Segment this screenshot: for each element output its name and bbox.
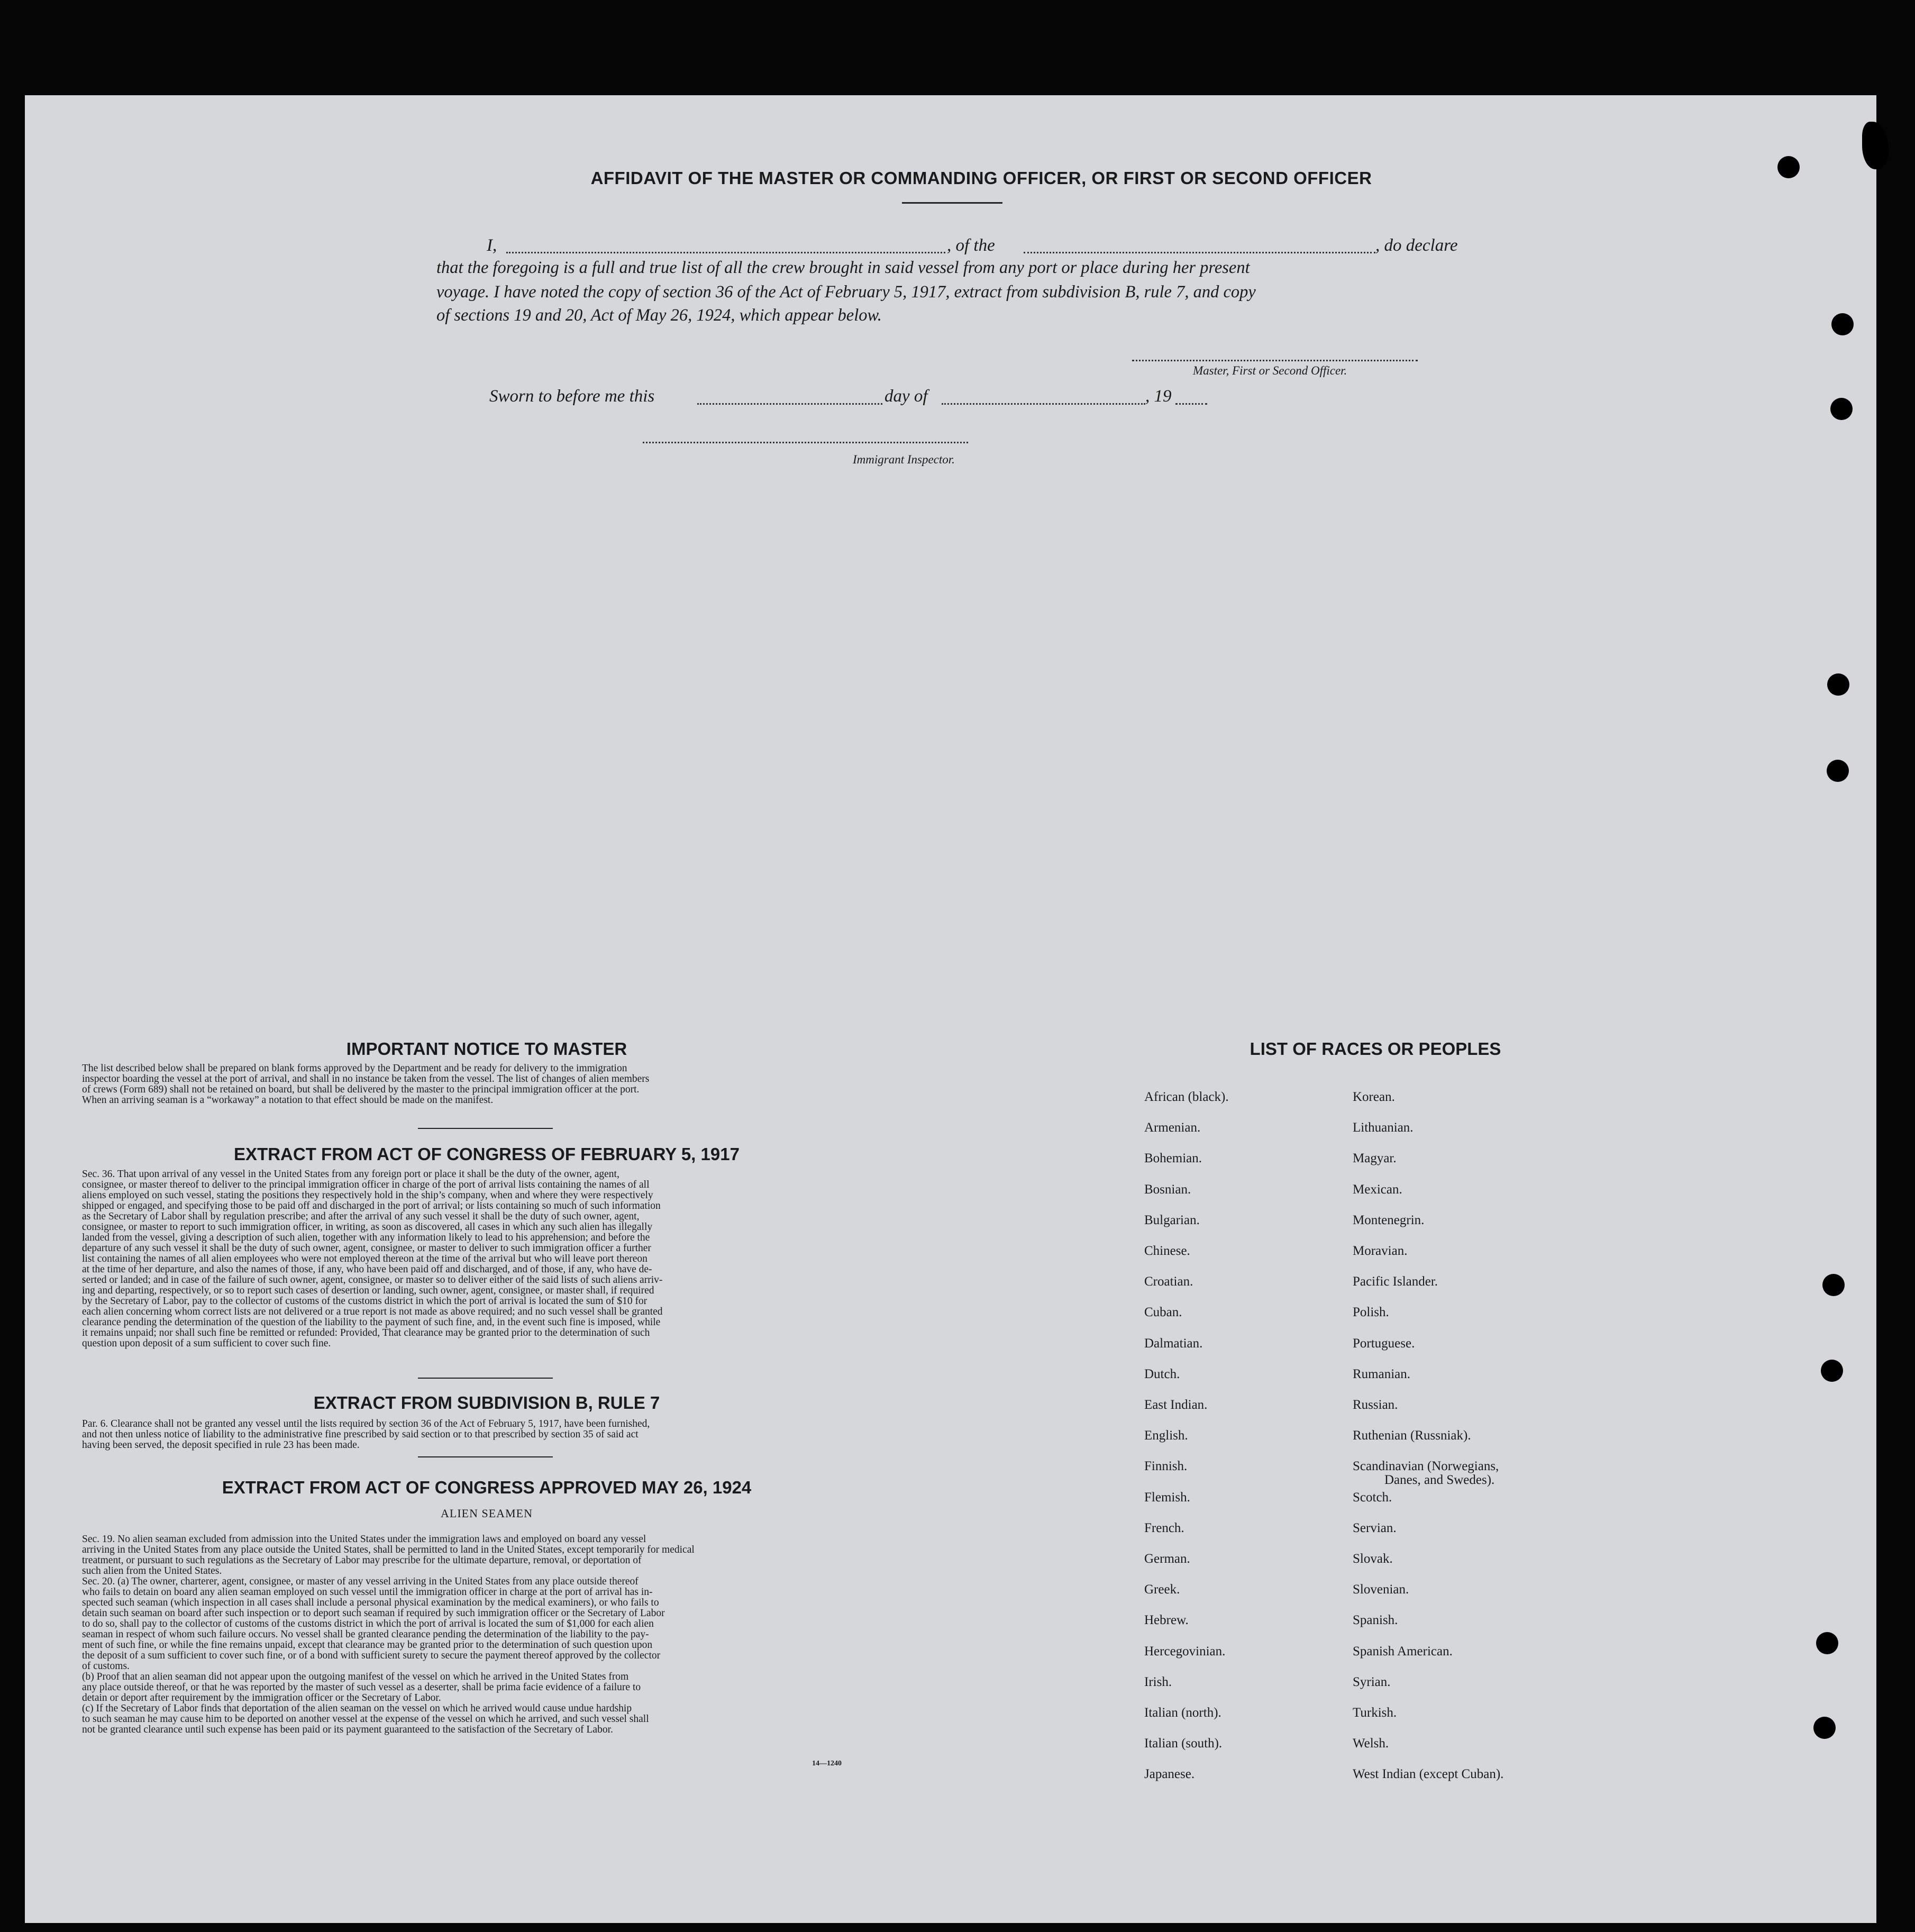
- sworn-text: Sworn to before me this: [489, 387, 655, 406]
- race-item: German.: [1144, 1552, 1190, 1566]
- race-item: Italian (south).: [1144, 1736, 1223, 1751]
- race-item: Slovenian.: [1353, 1582, 1409, 1597]
- form-number: 14—1240: [812, 1760, 842, 1767]
- race-item: Flemish.: [1144, 1490, 1190, 1505]
- vessel-blank-line: [1024, 252, 1375, 253]
- race-item: Russian.: [1353, 1398, 1398, 1412]
- race-item: Italian (north).: [1144, 1706, 1221, 1720]
- punch-hole: [1831, 313, 1854, 335]
- race-item-continuation: Danes, and Swedes).: [1384, 1473, 1495, 1487]
- master-signature-line: [1132, 360, 1418, 361]
- notice-text: The list described below shall be prepared on blank forms approved by the Department and be ready for delivery to the immigration inspector boarding the vessel at the port of arrival, and shall in no instance be taken from the vessel. The list of changes of alien members of crews (Form 689) shall not be retained on board, but shall be delivered by the master to the principal immigration officer at the port. When an arriving seaman is a “workaway” a notation to that effect should be made on the manifest.: [82, 1063, 650, 1106]
- extract-1917-title: EXTRACT FROM ACT OF CONGRESS OF FEBRUARY 5, 1917: [234, 1144, 740, 1164]
- punch-hole: [1822, 1274, 1845, 1296]
- inspector-label: Immigrant Inspector.: [853, 453, 955, 466]
- race-item: French.: [1144, 1521, 1184, 1535]
- race-item: Rumanian.: [1353, 1367, 1411, 1381]
- race-item: Bulgarian.: [1144, 1213, 1200, 1227]
- race-item: Magyar.: [1353, 1151, 1397, 1165]
- divider: [418, 1378, 553, 1379]
- race-item: Armenian.: [1144, 1120, 1201, 1135]
- race-item: Scandinavian (Norwegians,: [1353, 1459, 1499, 1473]
- race-item: Spanish.: [1353, 1613, 1398, 1627]
- race-item: Finnish.: [1144, 1459, 1188, 1473]
- divider: [902, 202, 1002, 204]
- race-item: Cuban.: [1144, 1305, 1182, 1319]
- races-title: LIST OF RACES OR PEOPLES: [1250, 1039, 1501, 1059]
- sworn-day-line: [697, 403, 882, 405]
- race-item: Chinese.: [1144, 1244, 1190, 1258]
- master-signature-label: Master, First or Second Officer.: [1193, 364, 1347, 377]
- race-item: Mexican.: [1353, 1182, 1402, 1197]
- race-item: Bohemian.: [1144, 1151, 1202, 1165]
- punch-hole: [1827, 673, 1849, 696]
- race-item: Scotch.: [1353, 1490, 1392, 1505]
- race-item: Hebrew.: [1144, 1613, 1189, 1627]
- extract-1924-title: EXTRACT FROM ACT OF CONGRESS APPROVED MAY 26, 1924: [222, 1478, 752, 1497]
- race-item: Servian.: [1353, 1521, 1397, 1535]
- affidavit-text-line: that the foregoing is a full and true list of all the crew brought in said vessel from any port or place during her present: [436, 258, 1250, 277]
- race-item: Japanese.: [1144, 1767, 1195, 1781]
- race-item: Montenegrin.: [1353, 1213, 1425, 1227]
- punch-hole: [1816, 1632, 1838, 1654]
- affidavit-text-line: of sections 19 and 20, Act of May 26, 1924, which appear below.: [436, 306, 882, 325]
- extract-rule7-text: Par. 6. Clearance shall not be granted any vessel until the lists required by section 36 of the Act of February 5, 1917, have been furnished, and not then unless notice of liability to the administrative fine prescribed by said section or to that prescribed by section 35 of said act having been served, the deposit specified in rule 23 has been made.: [82, 1418, 650, 1451]
- notice-title: IMPORTANT NOTICE TO MASTER: [346, 1039, 627, 1059]
- divider: [418, 1128, 553, 1129]
- race-item: African (black).: [1144, 1090, 1229, 1104]
- race-item: Welsh.: [1353, 1736, 1389, 1751]
- affidavit-text-line: voyage. I have noted the copy of section 36 of the Act of February 5, 1917, extract from subdivision B, rule 7, and copy: [436, 282, 1256, 302]
- sworn-day-of: day of: [884, 387, 928, 406]
- affidavit-of-the: , of the: [947, 236, 995, 255]
- race-item: Korean.: [1353, 1090, 1395, 1104]
- punch-hole: [1813, 1717, 1836, 1739]
- race-item: Dutch.: [1144, 1367, 1180, 1381]
- race-item: Croatian.: [1144, 1274, 1193, 1289]
- sworn-month-line: [942, 403, 1145, 405]
- race-item: Slovak.: [1353, 1552, 1393, 1566]
- race-item: Moravian.: [1353, 1244, 1408, 1258]
- race-item: Polish.: [1353, 1305, 1389, 1319]
- divider: [418, 1456, 553, 1457]
- punch-hole: [1830, 398, 1853, 420]
- race-item: Syrian.: [1353, 1675, 1391, 1689]
- race-item: Irish.: [1144, 1675, 1172, 1689]
- race-item: West Indian (except Cuban).: [1353, 1767, 1504, 1781]
- race-item: East Indian.: [1144, 1398, 1208, 1412]
- punch-hole: [1821, 1360, 1843, 1382]
- punch-hole: [1777, 156, 1800, 178]
- race-item: Greek.: [1144, 1582, 1180, 1597]
- extract-1924-subtitle: ALIEN SEAMEN: [441, 1507, 533, 1520]
- race-item: Turkish.: [1353, 1706, 1397, 1720]
- affidavit-do-declare: , do declare: [1375, 236, 1458, 255]
- race-item: Ruthenian (Russniak).: [1353, 1428, 1471, 1443]
- sworn-year: , 19: [1145, 387, 1172, 406]
- race-item: Hercegovinian.: [1144, 1644, 1226, 1658]
- sworn-year-line: [1175, 403, 1207, 405]
- inspector-signature-line: [643, 442, 968, 443]
- extract-1924-text: Sec. 19. No alien seaman excluded from admission into the United States under the immigration laws and employed on board any vessel arriving in the United States from any place outside the United States, shall be permitted to land in the United States, except temporarily for medical treatment, or pursuant to such regulations as the Secretary of Labor may prescribe for the ultimate departure, removal, or deportation of such alien from the United States. Sec. 20. (a) The owner, charterer, agent, consignee, or master of any vessel arriving in the United States from any place outside thereof who fails to detain on board any alien seaman employed on such vessel until the immigration officer in charge at the port of arrival has in- spected such seaman (which inspection in all cases shall include a personal physical examination by the medical examiners), or who fails to detain such seaman on board after such inspection or to deport such seaman if required by such immigration officer or the Secretary of Labor to do so, shall pay to the collector of customs of the customs district in which the port of arrival is located the sum of $1,000 for each alien seaman in respect of whom such failure occurs. No vessel shall be granted clearance pending the determination of the liability to the pay- ment of such fine, or while the fine remains unpaid, except that clearance may be granted prior to the determination of such question upon the deposit of a sum sufficient to cover such fine, or of a bond with sufficient surety to secure the payment thereof approved by the collector of customs. (b) Proof that an alien seaman did not appear upon the outgoing manifest of the vessel on which he arrived in the United States from any place outside thereof, or that he was reported by the master of such vessel as a deserter, shall be prima facie evidence of a failure to detain or deport after requirement by the immigration officer or the Secretary of Labor. (c) If the Secretary of Labor finds that deportation of the alien seaman on the vessel on which he arrived would cause undue hardship to such seaman he may cause him to be deported on another vessel at the expense of the vessel on which he arrived, and such vessel shall not be granted clearance until such expense has been paid or its payment guaranteed to the satisfaction of the Secretary of Labor.: [82, 1534, 695, 1735]
- extract-rule7-title: EXTRACT FROM SUBDIVISION B, RULE 7: [313, 1393, 660, 1412]
- affidavit-i: I,: [487, 236, 497, 255]
- punch-hole: [1827, 760, 1849, 782]
- race-item: Spanish American.: [1353, 1644, 1453, 1658]
- ink-blot: [1862, 122, 1889, 169]
- race-item: Dalmatian.: [1144, 1336, 1203, 1351]
- race-item: Pacific Islander.: [1353, 1274, 1438, 1289]
- name-blank-line: [506, 252, 945, 253]
- race-item: Portuguese.: [1353, 1336, 1415, 1351]
- extract-1917-text: Sec. 36. That upon arrival of any vessel in the United States from any foreign port or place it shall be the duty of the owner, agent, consignee, or master thereof to deliver to the principal immigration officer in charge of the port of arrival lists containing the names of all aliens employed on such vessel, stating the positions they respectively hold in the ship’s company, when and where they were respectively shipped or engaged, and specifying those to be paid off and discharged in the port of arrival; or lists containing so much of such information as the Secretary of Labor shall by regulation prescribe; and after the arrival of any such vessel it shall be the duty of such owner, agent, consignee, or master to report to such immigration officer, in writing, as soon as discovered, all cases in which any such alien has illegally landed from the vessel, giving a description of such alien, together with any information likely to lead to his apprehension; and before the departure of any such vessel it shall be the duty of such owner, agent, consignee, or master to deliver to such immigration officer a further list containing the names of all alien employees who were not employed thereon at the time of the arrival but who will leave port thereon at the time of her departure, and also the names of those, if any, who have been paid off and discharged, and of those, if any, who have de- serted or landed; and in case of the failure of such owner, agent, consignee, or master so to deliver either of the said lists of such aliens arriv- ing and departing, respectively, or so to report such cases of desertion or landing, such owner, agent, consignee, or master shall, if required by the Secretary of Labor, pay to the collector of customs of the customs district in which the port of arrival is located the sum of $10 for each alien concerning whom correct lists are not delivered or a true report is not made as above required; and no such vessel shall be granted clearance pending the determination of the question of the liability to the payment of such fine, and, in the event such fine is imposed, while it remains unpaid; nor shall such fine be remitted or refunded: Provided, That clearance may be granted prior to the determination of such question upon deposit of a sum sufficient to cover such fine.: [82, 1169, 663, 1349]
- race-item: Bosnian.: [1144, 1182, 1191, 1197]
- affidavit-title: AFFIDAVIT OF THE MASTER OR COMMANDING OFFICER, OR FIRST OR SECOND OFFICER: [590, 168, 1372, 188]
- race-item: Lithuanian.: [1353, 1120, 1414, 1135]
- race-item: English.: [1144, 1428, 1188, 1443]
